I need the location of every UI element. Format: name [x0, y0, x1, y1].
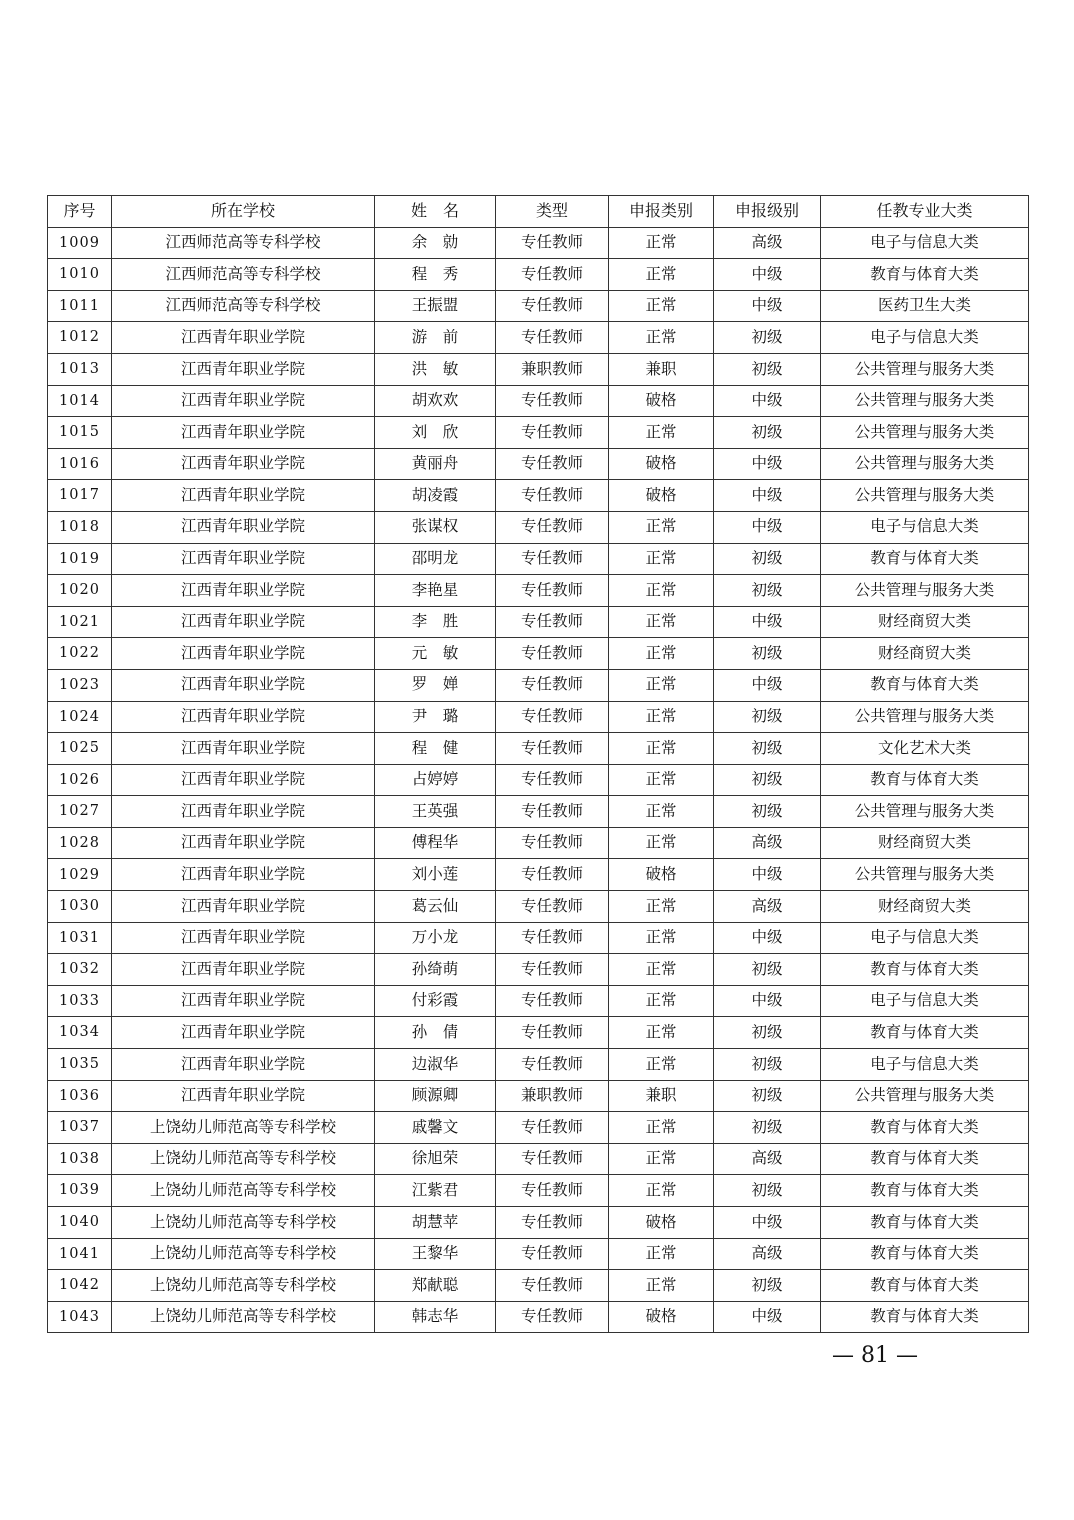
cell-level: 初级 — [714, 764, 821, 796]
cell-major: 教育与体育大类 — [821, 1175, 1029, 1207]
cell-school: 江西青年职业学院 — [112, 891, 375, 923]
cell-school: 江西青年职业学院 — [112, 669, 375, 701]
cell-major: 公共管理与服务大类 — [821, 859, 1029, 891]
cell-name: 胡欢欢 — [375, 385, 496, 417]
cell-serial: 1040 — [48, 1207, 112, 1239]
cell-level: 初级 — [714, 417, 821, 449]
cell-name: 游 前 — [375, 322, 496, 354]
cell-school: 江西青年职业学院 — [112, 985, 375, 1017]
header-type: 类型 — [496, 196, 609, 228]
cell-serial: 1038 — [48, 1143, 112, 1175]
cell-type: 专任教师 — [496, 322, 609, 354]
cell-major: 教育与体育大类 — [821, 1207, 1029, 1239]
cell-school: 上饶幼儿师范高等专科学校 — [112, 1175, 375, 1207]
cell-school: 江西青年职业学院 — [112, 543, 375, 575]
header-major: 任教专业大类 — [821, 196, 1029, 228]
cell-category: 正常 — [609, 290, 714, 322]
cell-category: 正常 — [609, 417, 714, 449]
cell-category: 正常 — [609, 827, 714, 859]
cell-category: 正常 — [609, 796, 714, 828]
table-row — [48, 827, 1029, 859]
cell-category: 破格 — [609, 1207, 714, 1239]
cell-serial: 1030 — [48, 891, 112, 923]
cell-serial: 1041 — [48, 1238, 112, 1270]
cell-type: 专任教师 — [496, 954, 609, 986]
cell-category: 正常 — [609, 922, 714, 954]
cell-category: 兼职 — [609, 1080, 714, 1112]
cell-serial: 1033 — [48, 985, 112, 1017]
cell-major: 公共管理与服务大类 — [821, 796, 1029, 828]
cell-serial: 1020 — [48, 575, 112, 607]
cell-school: 江西青年职业学院 — [112, 701, 375, 733]
cell-name: 罗 婵 — [375, 669, 496, 701]
cell-serial: 1043 — [48, 1301, 112, 1333]
cell-level: 初级 — [714, 1049, 821, 1081]
cell-school: 江西青年职业学院 — [112, 448, 375, 480]
table-row — [48, 764, 1029, 796]
cell-serial: 1039 — [48, 1175, 112, 1207]
cell-major: 教育与体育大类 — [821, 1017, 1029, 1049]
cell-major: 财经商贸大类 — [821, 638, 1029, 670]
cell-category: 正常 — [609, 1017, 714, 1049]
table-row — [48, 1270, 1029, 1302]
cell-level: 高级 — [714, 827, 821, 859]
cell-level: 初级 — [714, 1112, 821, 1144]
header-serial: 序号 — [48, 196, 112, 228]
cell-category: 正常 — [609, 733, 714, 765]
cell-serial: 1013 — [48, 353, 112, 385]
cell-category: 正常 — [609, 669, 714, 701]
cell-school: 江西师范高等专科学校 — [112, 227, 375, 259]
cell-level: 中级 — [714, 290, 821, 322]
table-row — [48, 1112, 1029, 1144]
cell-school: 江西青年职业学院 — [112, 638, 375, 670]
cell-level: 中级 — [714, 606, 821, 638]
cell-major: 公共管理与服务大类 — [821, 480, 1029, 512]
cell-category: 破格 — [609, 385, 714, 417]
cell-level: 中级 — [714, 480, 821, 512]
cell-school: 江西青年职业学院 — [112, 796, 375, 828]
table-row — [48, 385, 1029, 417]
cell-level: 中级 — [714, 448, 821, 480]
cell-major: 电子与信息大类 — [821, 322, 1029, 354]
cell-serial: 1027 — [48, 796, 112, 828]
cell-serial: 1018 — [48, 511, 112, 543]
cell-serial: 1016 — [48, 448, 112, 480]
cell-category: 正常 — [609, 985, 714, 1017]
cell-level: 初级 — [714, 796, 821, 828]
cell-serial: 1011 — [48, 290, 112, 322]
cell-level: 高级 — [714, 1143, 821, 1175]
cell-level: 初级 — [714, 1270, 821, 1302]
cell-serial: 1035 — [48, 1049, 112, 1081]
cell-major: 教育与体育大类 — [821, 669, 1029, 701]
cell-serial: 1014 — [48, 385, 112, 417]
table-row — [48, 1143, 1029, 1175]
cell-category: 正常 — [609, 1175, 714, 1207]
cell-type: 专任教师 — [496, 764, 609, 796]
cell-level: 初级 — [714, 322, 821, 354]
cell-category: 正常 — [609, 701, 714, 733]
cell-category: 正常 — [609, 1049, 714, 1081]
cell-category: 正常 — [609, 1270, 714, 1302]
cell-school: 上饶幼儿师范高等专科学校 — [112, 1270, 375, 1302]
cell-type: 专任教师 — [496, 796, 609, 828]
cell-name: 徐旭荣 — [375, 1143, 496, 1175]
cell-level: 初级 — [714, 1175, 821, 1207]
cell-name: 程 健 — [375, 733, 496, 765]
cell-name: 王振盟 — [375, 290, 496, 322]
cell-level: 中级 — [714, 259, 821, 291]
table-row — [48, 511, 1029, 543]
cell-major: 公共管理与服务大类 — [821, 385, 1029, 417]
table-row — [48, 448, 1029, 480]
table-row — [48, 543, 1029, 575]
cell-major: 公共管理与服务大类 — [821, 575, 1029, 607]
cell-level: 初级 — [714, 1017, 821, 1049]
cell-category: 正常 — [609, 511, 714, 543]
page-number: — 81 — — [832, 1343, 918, 1368]
cell-major: 电子与信息大类 — [821, 227, 1029, 259]
cell-serial: 1029 — [48, 859, 112, 891]
cell-major: 教育与体育大类 — [821, 259, 1029, 291]
cell-category: 正常 — [609, 606, 714, 638]
cell-school: 江西青年职业学院 — [112, 511, 375, 543]
cell-name: 王黎华 — [375, 1238, 496, 1270]
cell-type: 专任教师 — [496, 385, 609, 417]
cell-school: 江西青年职业学院 — [112, 954, 375, 986]
cell-category: 正常 — [609, 954, 714, 986]
table-row — [48, 259, 1029, 291]
cell-major: 公共管理与服务大类 — [821, 417, 1029, 449]
cell-type: 专任教师 — [496, 1301, 609, 1333]
roster-table — [47, 195, 1029, 1333]
cell-school: 江西青年职业学院 — [112, 385, 375, 417]
cell-major: 电子与信息大类 — [821, 511, 1029, 543]
cell-level: 初级 — [714, 575, 821, 607]
cell-name: 万小龙 — [375, 922, 496, 954]
cell-type: 专任教师 — [496, 985, 609, 1017]
cell-level: 中级 — [714, 511, 821, 543]
cell-category: 兼职 — [609, 353, 714, 385]
cell-type: 专任教师 — [496, 259, 609, 291]
cell-major: 教育与体育大类 — [821, 1270, 1029, 1302]
cell-school: 江西青年职业学院 — [112, 322, 375, 354]
cell-major: 教育与体育大类 — [821, 764, 1029, 796]
cell-type: 兼职教师 — [496, 353, 609, 385]
cell-major: 教育与体育大类 — [821, 954, 1029, 986]
cell-name: 张谋权 — [375, 511, 496, 543]
cell-level: 中级 — [714, 1301, 821, 1333]
cell-name: 洪 敏 — [375, 353, 496, 385]
cell-major: 教育与体育大类 — [821, 1301, 1029, 1333]
cell-type: 兼职教师 — [496, 1080, 609, 1112]
cell-type: 专任教师 — [496, 227, 609, 259]
cell-name: 付彩霞 — [375, 985, 496, 1017]
table-row — [48, 575, 1029, 607]
cell-name: 程 秀 — [375, 259, 496, 291]
table-row — [48, 480, 1029, 512]
cell-type: 专任教师 — [496, 669, 609, 701]
cell-major: 教育与体育大类 — [821, 1238, 1029, 1270]
cell-school: 江西青年职业学院 — [112, 827, 375, 859]
cell-serial: 1031 — [48, 922, 112, 954]
table-header-row — [48, 196, 1029, 228]
cell-type: 专任教师 — [496, 448, 609, 480]
cell-name: 尹 璐 — [375, 701, 496, 733]
cell-type: 专任教师 — [496, 859, 609, 891]
cell-serial: 1012 — [48, 322, 112, 354]
cell-type: 专任教师 — [496, 511, 609, 543]
cell-category: 正常 — [609, 259, 714, 291]
cell-level: 初级 — [714, 543, 821, 575]
cell-name: 占婷婷 — [375, 764, 496, 796]
cell-school: 江西青年职业学院 — [112, 733, 375, 765]
cell-school: 上饶幼儿师范高等专科学校 — [112, 1238, 375, 1270]
table-row — [48, 1080, 1029, 1112]
cell-major: 公共管理与服务大类 — [821, 448, 1029, 480]
cell-serial: 1009 — [48, 227, 112, 259]
cell-type: 专任教师 — [496, 1017, 609, 1049]
cell-name: 傅程华 — [375, 827, 496, 859]
table-row — [48, 922, 1029, 954]
cell-type: 专任教师 — [496, 575, 609, 607]
header-school: 所在学校 — [112, 196, 375, 228]
table-row — [48, 733, 1029, 765]
cell-category: 正常 — [609, 1238, 714, 1270]
table-body — [48, 227, 1029, 1333]
cell-major: 公共管理与服务大类 — [821, 1080, 1029, 1112]
table-row — [48, 1207, 1029, 1239]
table-row — [48, 1175, 1029, 1207]
cell-level: 中级 — [714, 669, 821, 701]
cell-school: 江西青年职业学院 — [112, 480, 375, 512]
table-row — [48, 638, 1029, 670]
cell-category: 正常 — [609, 575, 714, 607]
cell-serial: 1028 — [48, 827, 112, 859]
cell-name: 李艳星 — [375, 575, 496, 607]
cell-name: 余 勍 — [375, 227, 496, 259]
cell-name: 江紫君 — [375, 1175, 496, 1207]
table-row — [48, 859, 1029, 891]
cell-level: 中级 — [714, 922, 821, 954]
table-row — [48, 322, 1029, 354]
cell-name: 王英强 — [375, 796, 496, 828]
cell-type: 专任教师 — [496, 1175, 609, 1207]
cell-type: 专任教师 — [496, 1112, 609, 1144]
cell-major: 财经商贸大类 — [821, 891, 1029, 923]
cell-type: 专任教师 — [496, 733, 609, 765]
cell-school: 江西青年职业学院 — [112, 575, 375, 607]
cell-school: 江西青年职业学院 — [112, 922, 375, 954]
cell-type: 专任教师 — [496, 480, 609, 512]
cell-school: 上饶幼儿师范高等专科学校 — [112, 1143, 375, 1175]
table-row — [48, 290, 1029, 322]
table-row — [48, 1301, 1029, 1333]
cell-name: 韩志华 — [375, 1301, 496, 1333]
cell-category: 正常 — [609, 543, 714, 575]
cell-name: 顾源卿 — [375, 1080, 496, 1112]
cell-type: 专任教师 — [496, 1207, 609, 1239]
cell-serial: 1034 — [48, 1017, 112, 1049]
cell-major: 财经商贸大类 — [821, 606, 1029, 638]
cell-type: 专任教师 — [496, 701, 609, 733]
cell-type: 专任教师 — [496, 1143, 609, 1175]
cell-type: 专任教师 — [496, 417, 609, 449]
cell-serial: 1010 — [48, 259, 112, 291]
cell-serial: 1024 — [48, 701, 112, 733]
cell-major: 电子与信息大类 — [821, 985, 1029, 1017]
table-row — [48, 1049, 1029, 1081]
cell-serial: 1023 — [48, 669, 112, 701]
cell-level: 高级 — [714, 891, 821, 923]
cell-type: 专任教师 — [496, 1270, 609, 1302]
header-level: 申报级别 — [714, 196, 821, 228]
cell-school: 江西青年职业学院 — [112, 606, 375, 638]
cell-school: 江西青年职业学院 — [112, 1080, 375, 1112]
table-row — [48, 796, 1029, 828]
cell-type: 专任教师 — [496, 827, 609, 859]
table-row — [48, 417, 1029, 449]
table-row — [48, 1238, 1029, 1270]
cell-major: 公共管理与服务大类 — [821, 701, 1029, 733]
cell-category: 破格 — [609, 1301, 714, 1333]
cell-major: 医药卫生大类 — [821, 290, 1029, 322]
cell-type: 专任教师 — [496, 606, 609, 638]
cell-name: 元 敏 — [375, 638, 496, 670]
cell-name: 刘小莲 — [375, 859, 496, 891]
cell-school: 上饶幼儿师范高等专科学校 — [112, 1112, 375, 1144]
cell-name: 刘 欣 — [375, 417, 496, 449]
cell-category: 破格 — [609, 448, 714, 480]
cell-level: 中级 — [714, 385, 821, 417]
cell-serial: 1032 — [48, 954, 112, 986]
cell-name: 郑献聪 — [375, 1270, 496, 1302]
cell-category: 破格 — [609, 480, 714, 512]
cell-major: 文化艺术大类 — [821, 733, 1029, 765]
cell-name: 葛云仙 — [375, 891, 496, 923]
cell-serial: 1026 — [48, 764, 112, 796]
cell-school: 江西青年职业学院 — [112, 1049, 375, 1081]
cell-name: 边淑华 — [375, 1049, 496, 1081]
cell-category: 正常 — [609, 1112, 714, 1144]
cell-major: 电子与信息大类 — [821, 922, 1029, 954]
cell-name: 胡凌霞 — [375, 480, 496, 512]
cell-type: 专任教师 — [496, 922, 609, 954]
cell-school: 上饶幼儿师范高等专科学校 — [112, 1301, 375, 1333]
cell-level: 初级 — [714, 638, 821, 670]
cell-level: 初级 — [714, 1080, 821, 1112]
cell-category: 破格 — [609, 859, 714, 891]
cell-name: 黄丽舟 — [375, 448, 496, 480]
cell-type: 专任教师 — [496, 891, 609, 923]
cell-school: 江西青年职业学院 — [112, 764, 375, 796]
cell-name: 李 胜 — [375, 606, 496, 638]
cell-serial: 1015 — [48, 417, 112, 449]
cell-serial: 1022 — [48, 638, 112, 670]
cell-serial: 1021 — [48, 606, 112, 638]
cell-category: 正常 — [609, 891, 714, 923]
table-row — [48, 985, 1029, 1017]
table-row — [48, 1017, 1029, 1049]
cell-school: 江西师范高等专科学校 — [112, 259, 375, 291]
cell-category: 正常 — [609, 764, 714, 796]
cell-major: 教育与体育大类 — [821, 1112, 1029, 1144]
cell-serial: 1042 — [48, 1270, 112, 1302]
cell-serial: 1025 — [48, 733, 112, 765]
cell-major: 电子与信息大类 — [821, 1049, 1029, 1081]
cell-type: 专任教师 — [496, 1238, 609, 1270]
cell-major: 财经商贸大类 — [821, 827, 1029, 859]
cell-major: 公共管理与服务大类 — [821, 353, 1029, 385]
cell-name: 胡慧苹 — [375, 1207, 496, 1239]
cell-school: 江西青年职业学院 — [112, 417, 375, 449]
cell-school: 江西师范高等专科学校 — [112, 290, 375, 322]
table-row — [48, 353, 1029, 385]
cell-category: 正常 — [609, 638, 714, 670]
cell-serial: 1019 — [48, 543, 112, 575]
table-row — [48, 701, 1029, 733]
cell-school: 江西青年职业学院 — [112, 353, 375, 385]
cell-school: 江西青年职业学院 — [112, 859, 375, 891]
cell-name: 邵明龙 — [375, 543, 496, 575]
table-row — [48, 669, 1029, 701]
cell-level: 中级 — [714, 1207, 821, 1239]
cell-type: 专任教师 — [496, 543, 609, 575]
cell-major: 教育与体育大类 — [821, 543, 1029, 575]
table-row — [48, 891, 1029, 923]
cell-level: 初级 — [714, 954, 821, 986]
cell-level: 中级 — [714, 859, 821, 891]
cell-school: 上饶幼儿师范高等专科学校 — [112, 1207, 375, 1239]
cell-level: 中级 — [714, 985, 821, 1017]
cell-name: 孙绮萌 — [375, 954, 496, 986]
table-row — [48, 227, 1029, 259]
header-category: 申报类别 — [609, 196, 714, 228]
cell-major: 教育与体育大类 — [821, 1143, 1029, 1175]
header-name: 姓 名 — [375, 196, 496, 228]
cell-category: 正常 — [609, 322, 714, 354]
cell-level: 初级 — [714, 353, 821, 385]
cell-level: 高级 — [714, 227, 821, 259]
cell-category: 正常 — [609, 227, 714, 259]
cell-serial: 1037 — [48, 1112, 112, 1144]
cell-type: 专任教师 — [496, 638, 609, 670]
table-row — [48, 954, 1029, 986]
cell-name: 戚馨文 — [375, 1112, 496, 1144]
cell-type: 专任教师 — [496, 290, 609, 322]
cell-name: 孙 倩 — [375, 1017, 496, 1049]
cell-school: 江西青年职业学院 — [112, 1017, 375, 1049]
cell-type: 专任教师 — [496, 1049, 609, 1081]
table-row — [48, 606, 1029, 638]
cell-serial: 1017 — [48, 480, 112, 512]
cell-level: 初级 — [714, 733, 821, 765]
cell-category: 正常 — [609, 1143, 714, 1175]
cell-serial: 1036 — [48, 1080, 112, 1112]
cell-level: 高级 — [714, 1238, 821, 1270]
cell-level: 初级 — [714, 701, 821, 733]
